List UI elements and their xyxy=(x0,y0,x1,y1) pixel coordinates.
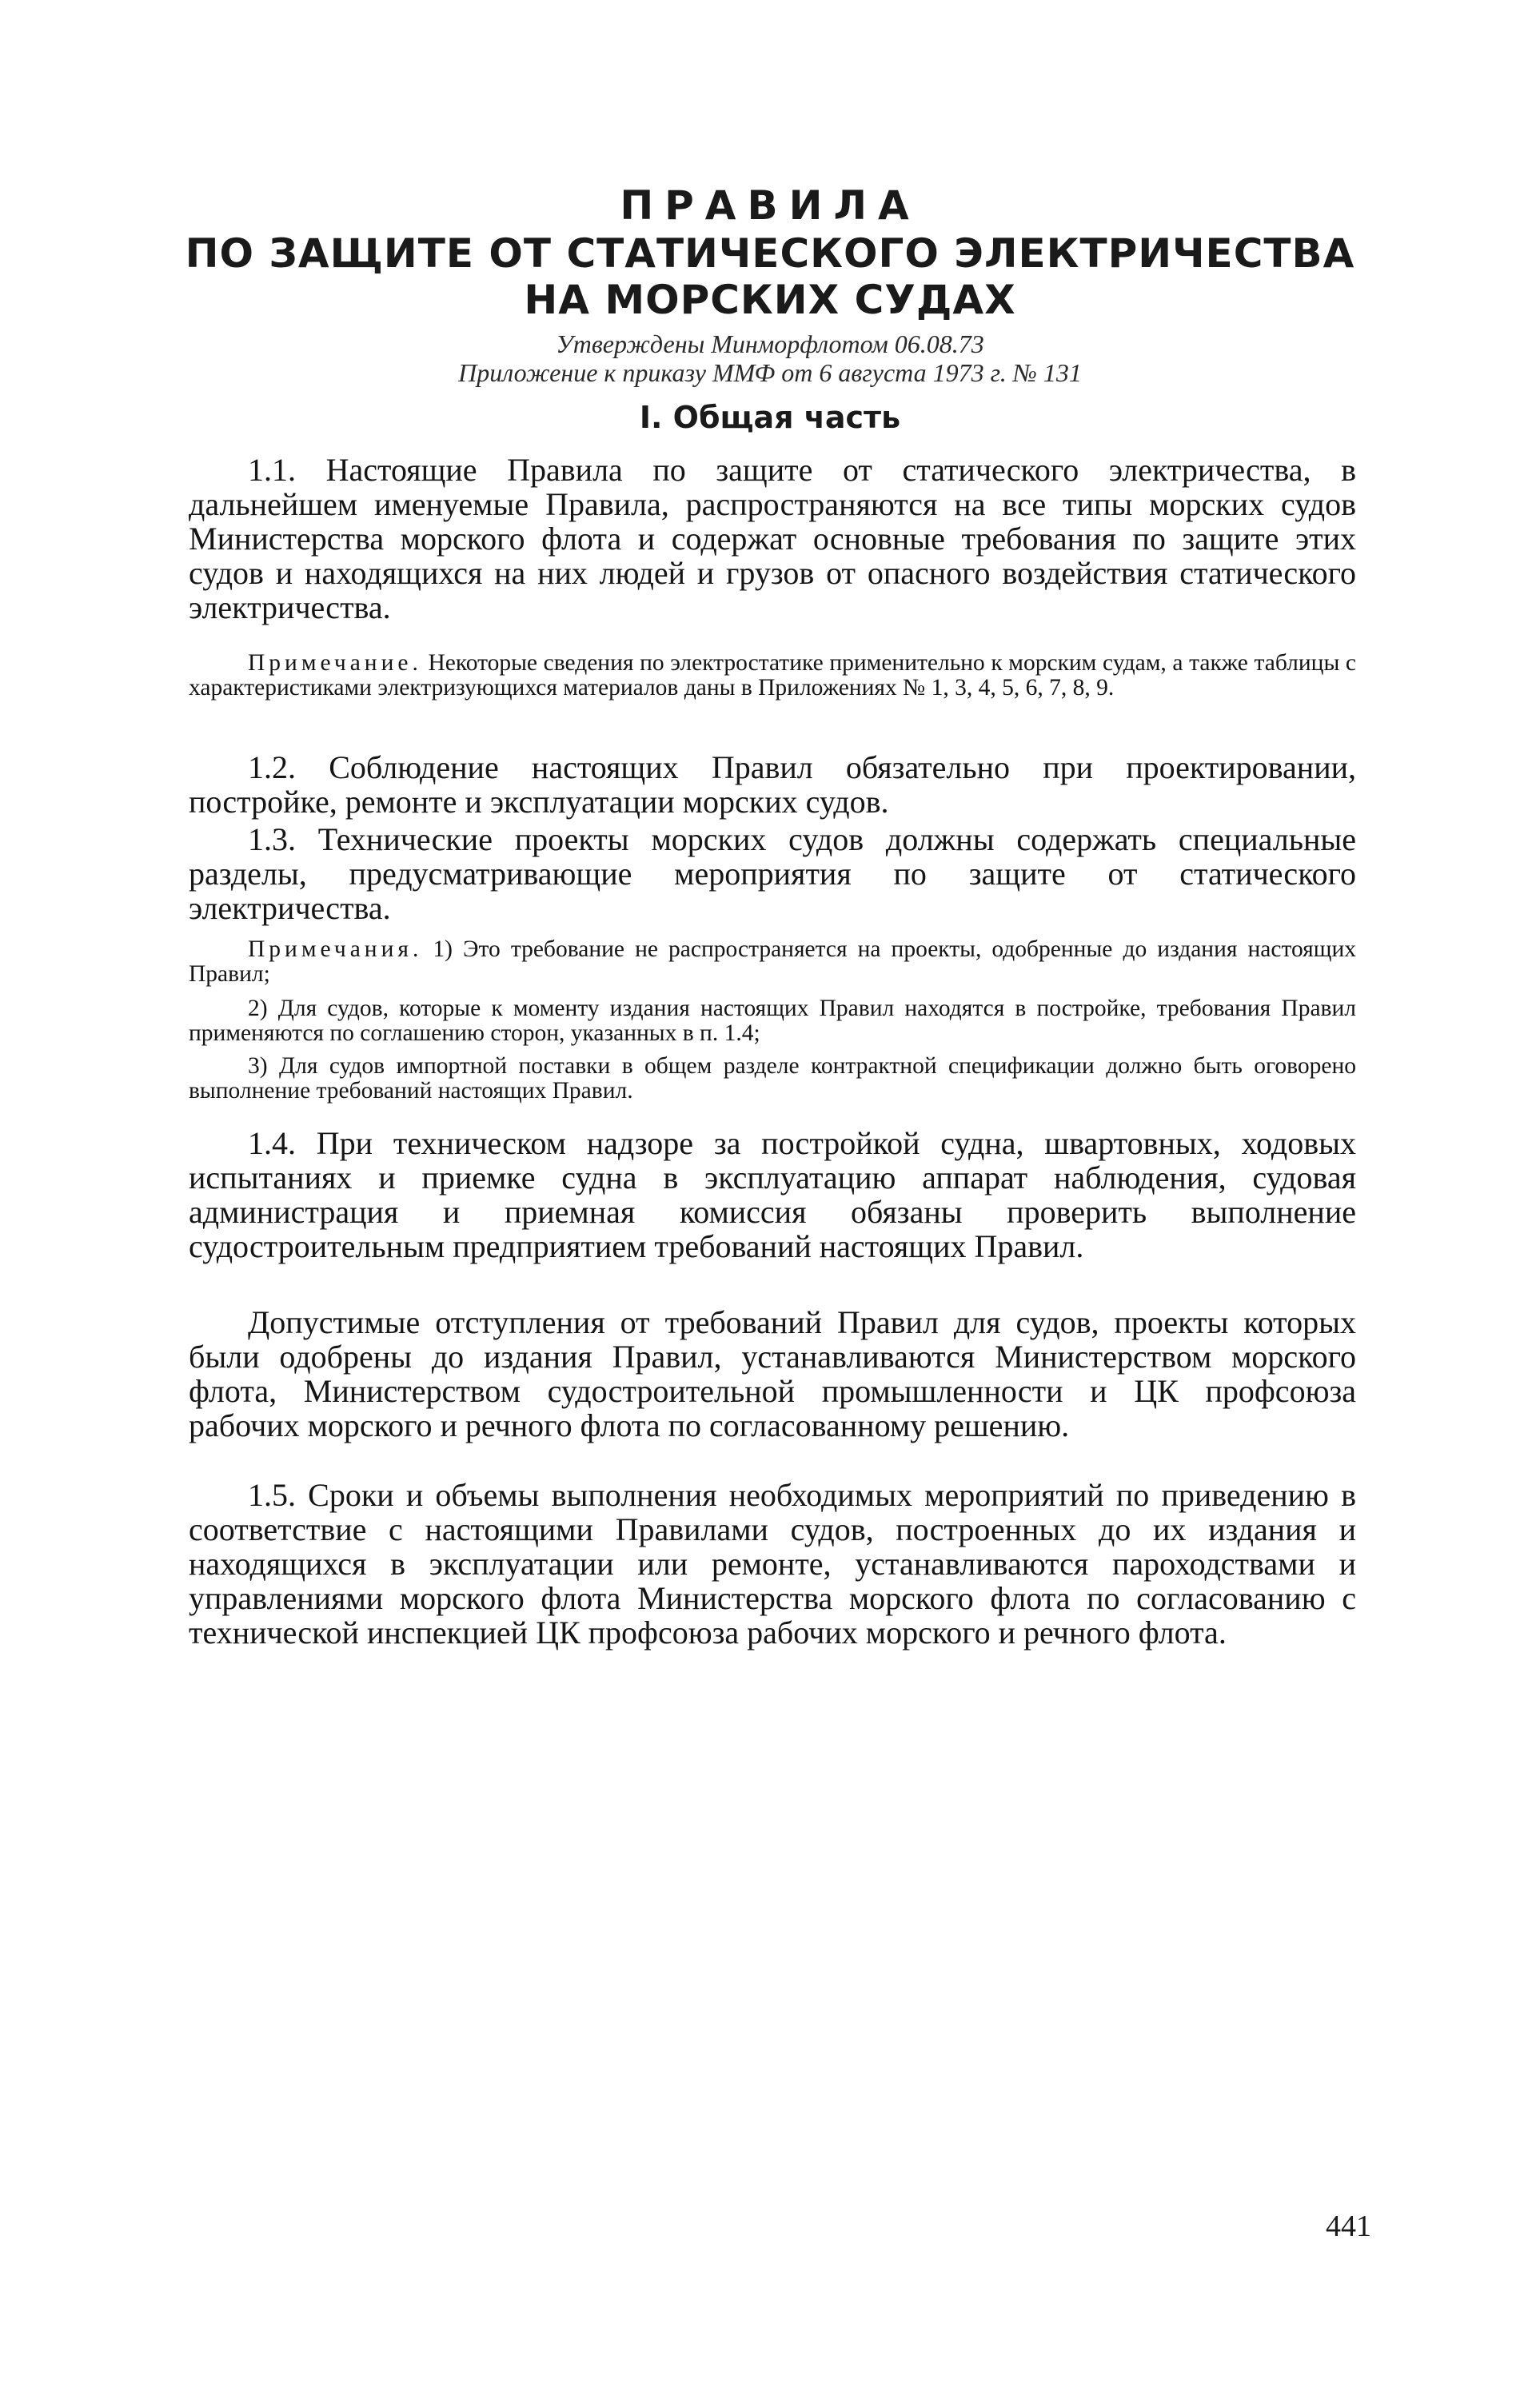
paragraph-1-2: 1.2. Соблюдение настоящих Правил обязательно при проектировании, постройке, ремонте и эксплуатации морских судов. xyxy=(189,749,1356,820)
document-title-line-1: ПРАВИЛА xyxy=(620,182,920,229)
notes-item-3: 3) Для судов импортной поставки в общем разделе контрактной спецификации должно быть оговорено выполнение требований настоящих Правил. xyxy=(189,1053,1356,1104)
notes-item-1: 1) Это требование не распространяется на проекты, одобренные до издания настоящих Правил; xyxy=(189,936,1356,987)
document-title-line-2: ПО ЗАЩИТЕ ОТ СТАТИЧЕСКОГО ЭЛЕКТРИЧЕСТВА xyxy=(185,230,1355,277)
paragraph-1-5: 1.5. Сроки и объемы выполнения необходимых мероприятий по приведению в соответствие с настоящими Правилами судов, построенных до их издания и находящихся в эксплуатации или ремонте, устанавливаются пароходствами и управлениями морского флота Министерства морского флота по согласованию с технической инспекцией ЦК профсоюза рабочих морского и речного флота. xyxy=(189,1477,1356,1651)
paragraph-1-4: 1.4. При техническом надзоре за постройкой судна, швартовных, ходовых испытаниях и приемке судна в эксплуатацию аппарат наблюдения, судовая администрация и приемная комиссия обязаны проверить выполнение судостроительным предприятием требований настоящих Правил. xyxy=(189,1125,1356,1264)
section-heading: I. Общая часть xyxy=(639,400,901,435)
notes-item-2: 2) Для судов, которые к моменту издания настоящих Правил находятся в постройке, требования Правил применяются по соглашению сторон, указанных в п. 1.4; xyxy=(189,996,1356,1046)
note-1-label: Примечание. xyxy=(248,650,422,676)
note-1-text: Некоторые сведения по электростатике применительно к морским судам, а также таблицы с характеристиками электризующихся материалов даны в Приложениях № 1, 3, 4, 5, 6, 7, 8, 9. xyxy=(189,650,1356,701)
note-1 xyxy=(189,651,1356,701)
paragraph-1-1: 1.1. Настоящие Правила по защите от статического электричества, в дальнейшем именуемые Правила, распространяются на все типы морских судов Министерства морского флота и содержат основные требования по защите этих судов и находящихся на них людей и грузов от опасного воздействия статического электричества. xyxy=(189,452,1356,625)
notes-label: Примечания. xyxy=(248,936,423,962)
appendix-reference: Приложение к приказу ММФ от 6 августа 1973 г. № 131 xyxy=(458,358,1082,387)
paragraph-1-3: 1.3. Технические проекты морских судов должны содержать специальные разделы, предусматривающие мероприятия по защите от статического электричества. xyxy=(189,821,1356,926)
page-number: 441 xyxy=(1326,2209,1371,2243)
approval-note: Утверждены Минморфлотом 06.08.73 xyxy=(556,329,984,358)
paragraph-1-4-continued: Допустимые отступления от требований Правил для судов, проекты которых были одобрены до издания Правил, устанавливаются Министерством морского флота, Министерством судостроительной промышленности и ЦК профсоюза рабочих морского и речного флота по согласованному решению. xyxy=(189,1304,1356,1443)
document-title-line-3: НА МОРСКИХ СУДАХ xyxy=(524,277,1016,323)
notes-block-item-1 xyxy=(189,937,1356,987)
